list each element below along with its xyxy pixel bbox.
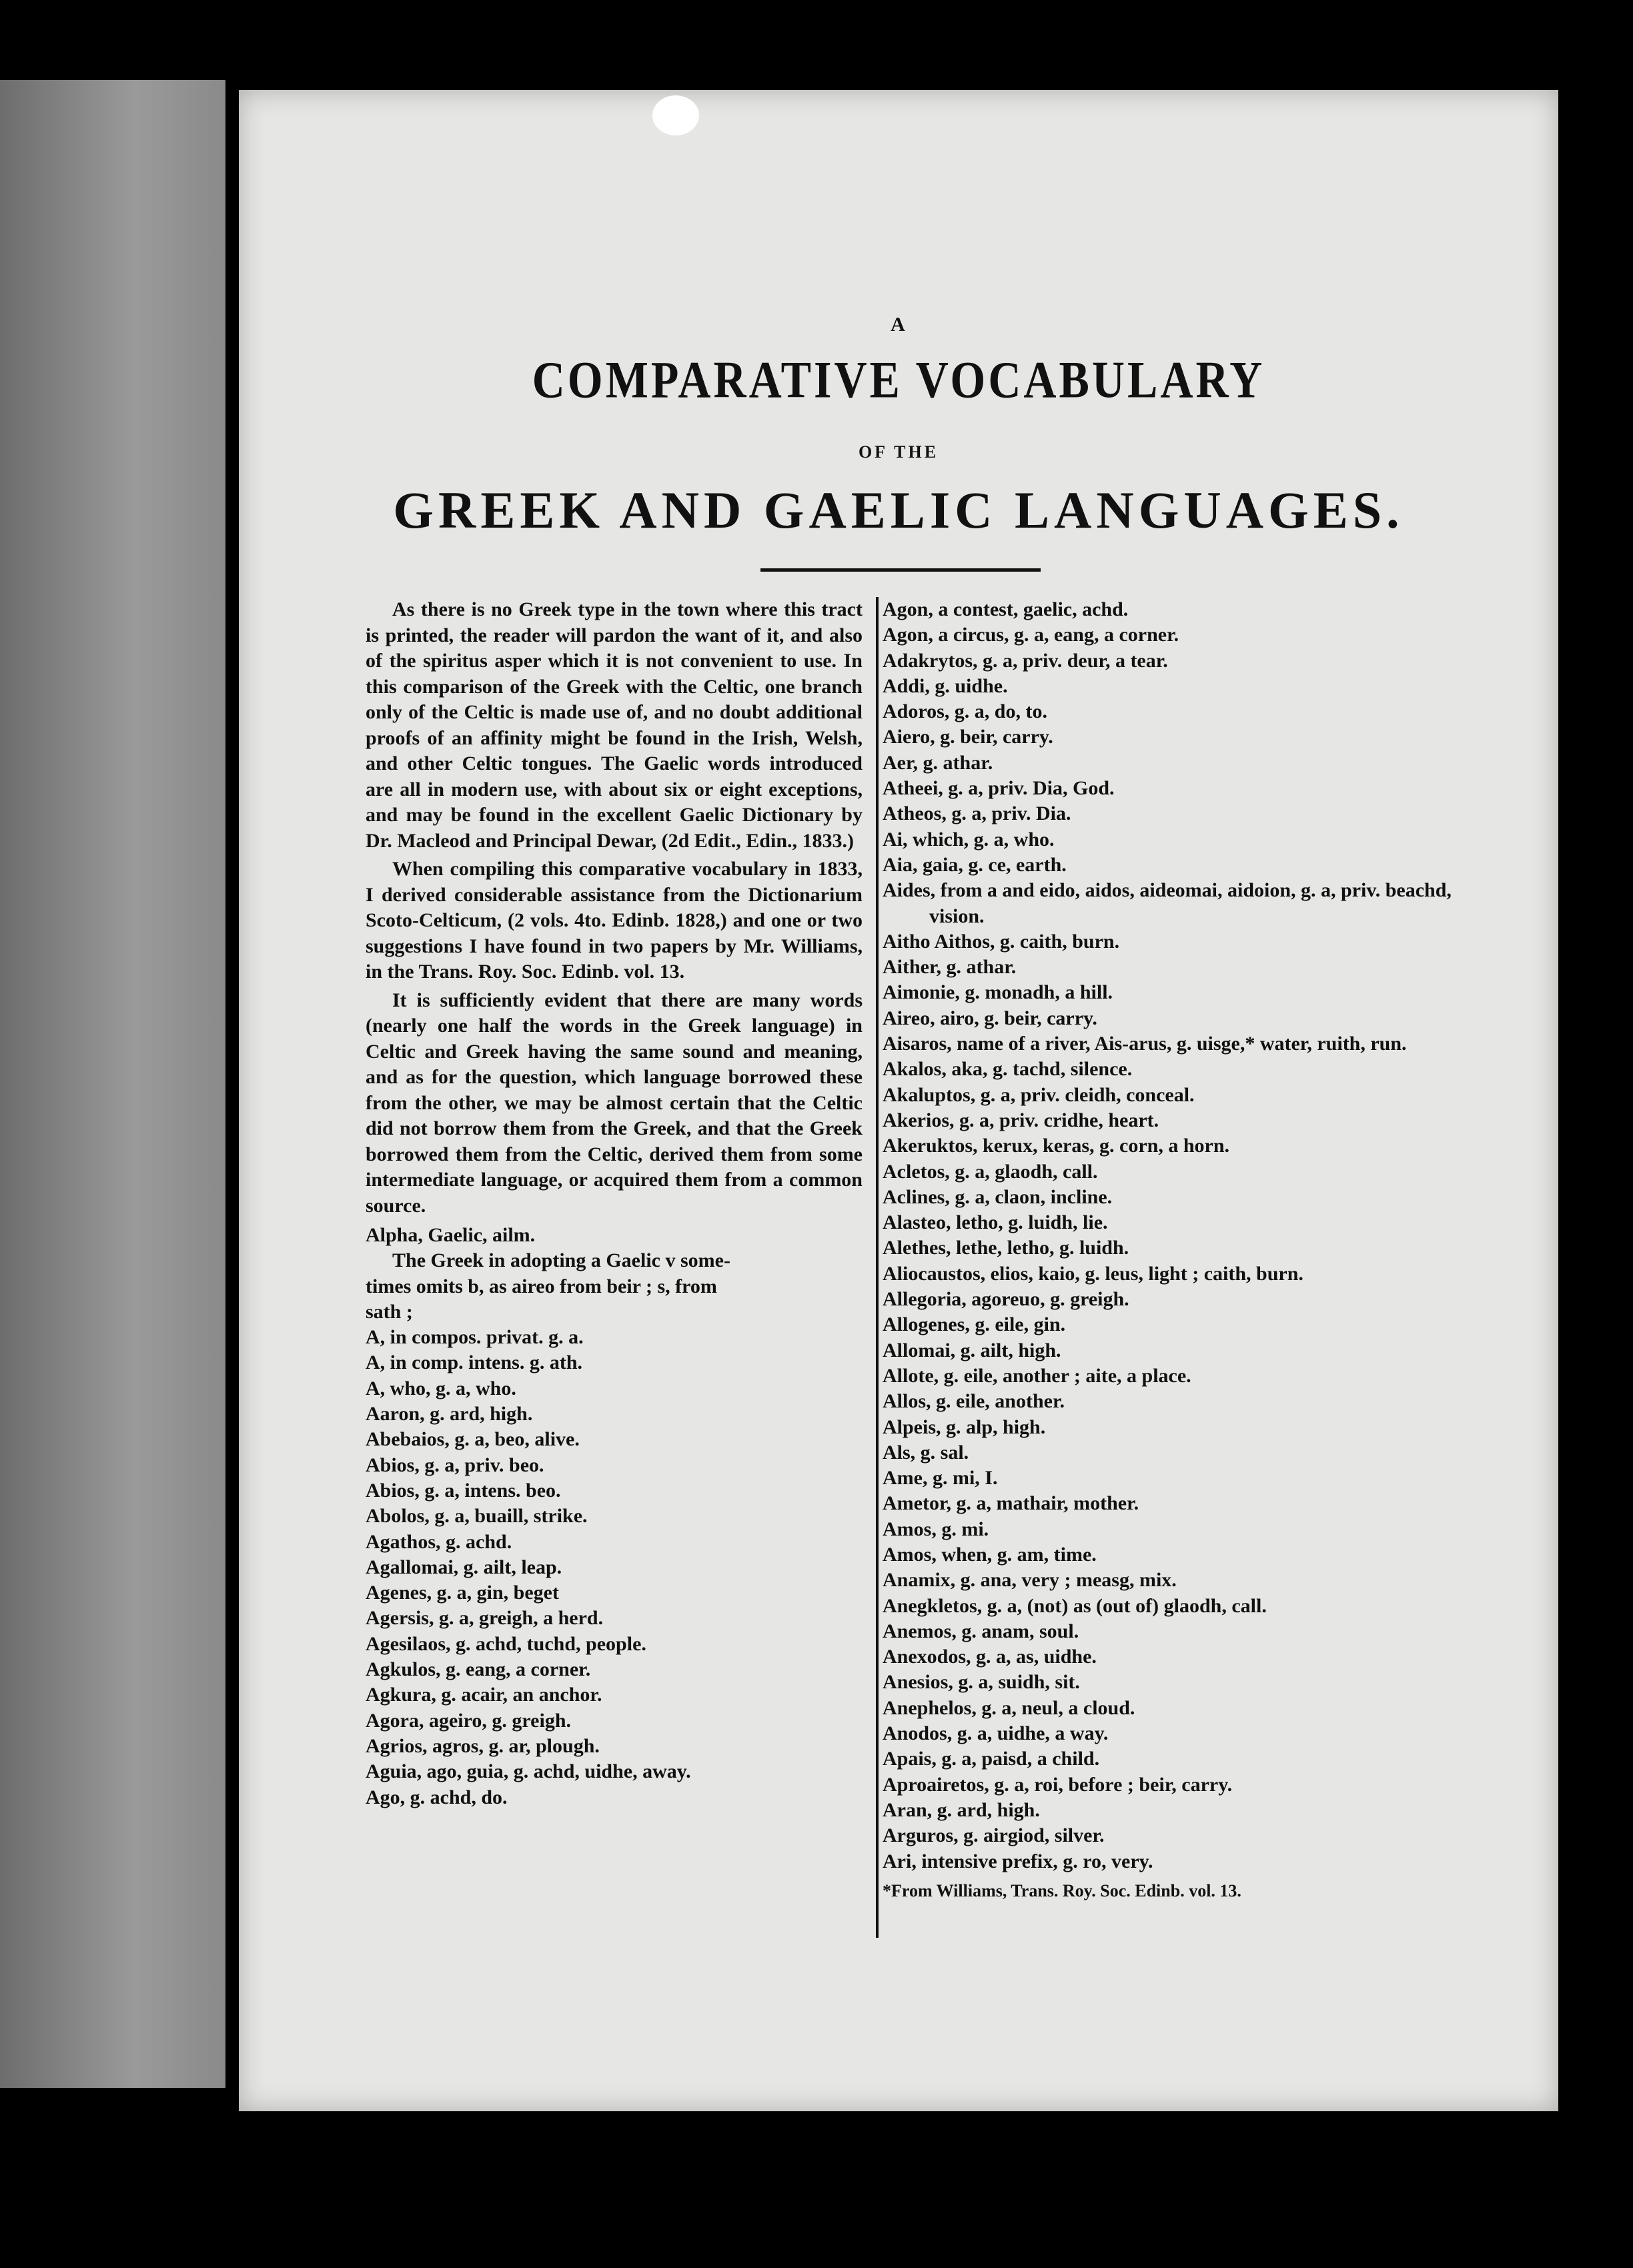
vocab-entry: Agathos, g. achd. [366, 1530, 512, 1553]
vocab-entry: Alethes, lethe, letho, g. luidh. [883, 1237, 1129, 1259]
vocab-entry: Agesilaos, g. achd, tuchd, people. [366, 1632, 646, 1655]
vocab-entry: A, who, g. a, who. [366, 1377, 516, 1399]
vocab-entry: Ame, g. mi, I. [883, 1467, 998, 1490]
vocab-entry: Amos, when, g. am, time. [883, 1543, 1097, 1566]
intro-paragraph: When compiling this comparative vocabulary in 1833, I derived considerable assistance from the Dictionarium Scoto-Celticum, (2 vols. 4to. Edinb. 1828,) and one or two suggestions I have found in two papers by Mr. Williams, in the Trans. Roy. Soc. Edinb. vol. 13. [366, 858, 863, 983]
vocab-entry: Adakrytos, g. a, priv. deur, a tear. [883, 649, 1168, 672]
vocab-entry: Agersis, g. a, greigh, a herd. [366, 1607, 604, 1630]
vocab-entry: Aireo, airo, g. beir, carry. [883, 1007, 1097, 1029]
vocab-entry: Allegoria, agoreuo, g. greigh. [883, 1288, 1129, 1311]
title-connector: OF THE [858, 442, 939, 462]
vocab-entry: Abebaios, g. a, beo, alive. [366, 1428, 580, 1451]
vocab-entry: Agkura, g. acair, an anchor. [366, 1684, 602, 1706]
vocab-entry: Amos, g. mi. [883, 1518, 989, 1540]
vocab-entry: Aran, g. ard, high. [883, 1798, 1040, 1821]
vocab-entry: Aguia, ago, guia, g. achd, uidhe, away. [366, 1760, 691, 1783]
vocab-entry: Addi, g. uidhe. [883, 674, 1008, 697]
vocab-entry: Anephelos, g. a, neul, a cloud. [883, 1696, 1135, 1719]
right-column [883, 597, 1510, 1902]
vocab-entry: Akaluptos, g. a, priv. cleidh, conceal. [883, 1083, 1195, 1106]
vocab-entry: Aitho Aithos, g. caith, burn. [883, 930, 1120, 953]
vocab-entry: sath ; [366, 1300, 413, 1323]
right-vocabulary-list [883, 597, 1510, 1874]
vocab-entry: Aia, gaia, g. ce, earth. [883, 853, 1067, 876]
vocab-entry: Abios, g. a, priv. beo. [366, 1454, 544, 1476]
vocab-entry: A, in compos. privat. g. a. [366, 1326, 584, 1349]
vocab-entry: Anexodos, g. a, as, uidhe. [883, 1646, 1097, 1668]
vocab-entry: Acletos, g. a, glaodh, call. [883, 1160, 1098, 1183]
vocab-entry: Alpha, Gaelic, ailm. [366, 1224, 536, 1246]
vocab-entry: Allos, g. eile, another. [883, 1390, 1065, 1413]
vocab-entry: Aither, g. athar. [883, 956, 1017, 979]
vocab-entry: Aisaros, name of a river, Ais-arus, g. uisge,* water, ruith, run. [883, 1033, 1407, 1055]
vocab-entry: Agon, a contest, gaelic, achd. [883, 598, 1129, 620]
vocab-entry: Ari, intensive prefix, g. ro, very. [883, 1850, 1153, 1872]
vocab-entry: Aides, from a and eido, aidos, aideomai, aidoion, g. a, priv. beachd, vision. [883, 879, 1452, 927]
vocab-entry: Anesios, g. a, suidh, sit. [883, 1671, 1080, 1694]
vocab-entry: A, in comp. intens. g. ath. [366, 1351, 583, 1374]
page-subtitle: GREEK AND GAELIC LANGUAGES. [393, 481, 1404, 539]
intro-paragraph: As there is no Greek type in the town where this tract is printed, the reader will pardon the want of it, and also of the spiritus asper which it is not convenient to use. In this comparison of the Greek with the Celtic, one branch only of the Celtic is made use of, and no doubt additional proofs of an affinity might be found in the Irish, Welsh, and other Celtic tongues. The Gaelic words introduced are all in modern use, with about six or eight exceptions, and may be found in the excellent Gaelic Dictionary by Dr. Macleod and Principal Dewar, (2d Edit., Edin., 1833.) [366, 598, 863, 852]
vocab-entry: Agenes, g. a, gin, beget [366, 1582, 559, 1604]
vocab-entry: Aclines, g. a, claon, incline. [883, 1185, 1113, 1208]
vocab-entry: Agallomai, g. ailt, leap. [366, 1556, 562, 1578]
facing-page-edge [0, 80, 225, 2088]
vocab-entry: Ai, which, g. a, who. [883, 828, 1055, 851]
vocab-entry: Ago, g. achd, do. [366, 1786, 508, 1808]
vocab-entry: Allomai, g. ailt, high. [883, 1339, 1061, 1361]
vocab-entry: Atheei, g. a, priv. Dia, God. [883, 777, 1115, 800]
vocab-entry: Abios, g. a, intens. beo. [366, 1479, 561, 1502]
page-title: COMPARATIVE VOCABULARY [532, 350, 1265, 409]
vocab-entry: Aproairetos, g. a, roi, before ; beir, carry. [883, 1773, 1233, 1796]
left-vocabulary-list [366, 1223, 863, 1810]
column-divider [876, 597, 879, 1938]
title-rule [760, 568, 1041, 572]
title-article: A [891, 314, 907, 336]
vocab-entry: Aiero, g. beir, carry. [883, 726, 1053, 748]
page-blemish [652, 95, 699, 135]
vocab-entry: Aliocaustos, elios, kaio, g. leus, light ; caith, burn. [883, 1262, 1303, 1285]
vocab-entry: Anegkletos, g. a, (not) as (out of) glaodh, call. [883, 1594, 1267, 1617]
book-gutter [225, 0, 239, 2268]
vocab-entry: Abolos, g. a, buaill, strike. [366, 1505, 588, 1528]
vocab-entry: Als, g. sal. [883, 1441, 969, 1464]
vocab-entry: Aimonie, g. monadh, a hill. [883, 981, 1113, 1004]
vocab-entry: Anemos, g. anam, soul. [883, 1620, 1079, 1642]
vocab-entry: Arguros, g. airgiod, silver. [883, 1824, 1105, 1847]
vocab-entry: times omits b, as aireo from beir ; s, from [366, 1275, 717, 1297]
vocab-entry: Anamix, g. ana, very ; measg, mix. [883, 1569, 1177, 1592]
vocab-entry: Aaron, g. ard, high. [366, 1403, 533, 1426]
vocab-entry: Agrios, agros, g. ar, plough. [366, 1734, 600, 1757]
vocab-entry: Akalos, aka, g. tachd, silence. [883, 1058, 1133, 1081]
vocab-entry: The Greek in adopting a Gaelic v some- [392, 1249, 730, 1272]
vocab-entry: Agon, a circus, g. a, eang, a corner. [883, 624, 1179, 646]
vocab-entry: Akerios, g. a, priv. cridhe, heart. [883, 1109, 1159, 1131]
scanned-page [239, 90, 1558, 2111]
vocab-entry: Adoros, g. a, do, to. [883, 700, 1047, 723]
vocab-entry: Atheos, g. a, priv. Dia. [883, 802, 1071, 825]
vocab-entry: Allote, g. eile, another ; aite, a place. [883, 1364, 1191, 1387]
footnote: *From Williams, Trans. Roy. Soc. Edinb. vol. 13. [883, 1880, 1241, 1900]
vocab-entry: Anodos, g. a, uidhe, a way. [883, 1722, 1109, 1745]
vocab-entry: Agora, ageiro, g. greigh. [366, 1709, 572, 1732]
intro-paragraph: It is sufficiently evident that there are many words (nearly one half the words in the Greek language) in Celtic and Greek having the same sound and meaning, and as for the question, which language borrowed these from the other, we may be almost certain that the Celtic did not borrow them from the Greek, and that the Greek borrowed them from the Celtic, derived them from some intermediate language, or acquired them from a common source. [366, 989, 863, 1217]
vocab-entry: Aer, g. athar. [883, 751, 993, 774]
left-column [366, 597, 863, 1810]
vocab-entry: Apais, g. a, paisd, a child. [883, 1748, 1100, 1770]
vocab-entry: Ametor, g. a, mathair, mother. [883, 1492, 1139, 1515]
vocab-entry: Alasteo, letho, g. luidh, lie. [883, 1211, 1108, 1234]
vocab-entry: Alpeis, g. alp, high. [883, 1415, 1046, 1438]
vocab-entry: Akeruktos, kerux, keras, g. corn, a horn. [883, 1135, 1230, 1157]
vocab-entry: Allogenes, g. eile, gin. [883, 1313, 1066, 1336]
vocab-entry: Agkulos, g. eang, a corner. [366, 1658, 591, 1681]
